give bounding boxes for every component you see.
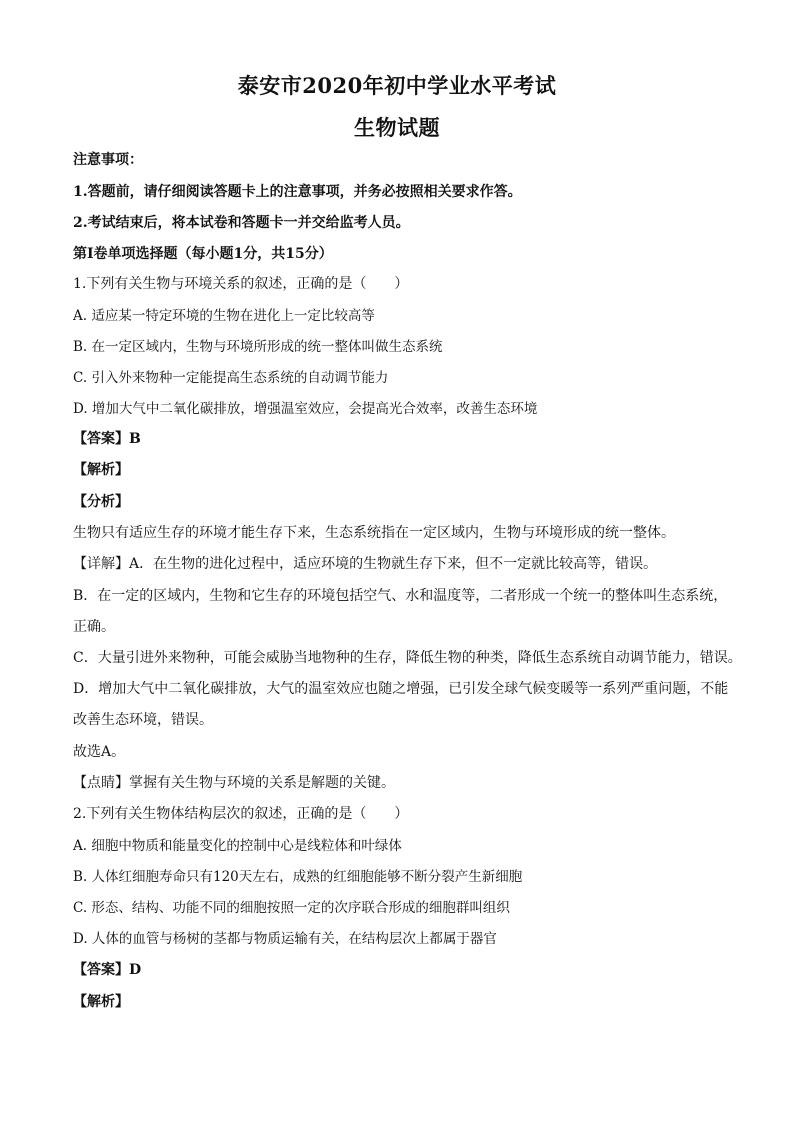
question-2-answer: 【答案】D [73,962,142,978]
question-2-stem: 2.下列有关生物体结构层次的叙述，正确的是（ ） [73,806,409,822]
section-heading: 第Ⅰ卷单项选择题（每小题1分，共15分） [73,246,333,262]
question-1-detail-b-line1: B．在一定的区域内，生物和它生存的环境包括空气、水和温度等，二者形成一个统一的整体叫生态系统， [73,588,728,604]
question-1-detail-d-line2: 改善生态环境，错误。 [73,712,213,728]
question-2-option-b: B. 人体红细胞寿命只有120天左右，成熟的红细胞能够不断分裂产生新细胞 [73,869,523,885]
question-1-option-d: D. 增加大气中二氧化碳排放，增强温室效应，会提高光合效率，改善生态环境 [73,401,538,417]
question-1-detail-c: C．大量引进外来物种，可能会威胁当地物种的生存，降低生物的种类，降低生态系统自动调节能力，错误。 [73,650,742,666]
notice-item-2: 2.考试结束后，将本试卷和答题卡一并交给监考人员。 [73,215,410,231]
question-2-option-c: C. 形态、结构、功能不同的细胞按照一定的次序联合形成的细胞群叫组织 [73,900,510,916]
question-1-fenxi-tag: 【分析】 [73,494,129,510]
exam-subtitle: 生物试题 [354,115,440,140]
notice-heading: 注意事项： [73,152,143,168]
question-1-review: 【点睛】掌握有关生物与环境的关系是解题的关键。 [73,775,395,791]
question-1-detail-a: 【详解】A．在生物的进化过程中，适应环境的生物就生存下来，但不一定就比较高等，错误。 [73,556,658,572]
question-2-option-d: D. 人体的血管与杨树的茎都与物质运输有关，在结构层次上都属于器官 [73,931,497,947]
question-1-answer: 【答案】B [73,431,141,447]
exam-title: 泰安市2020年初中学业水平考试 [237,73,557,98]
question-1-choice: 故选A。 [73,744,126,760]
question-2-analysis-tag: 【解析】 [73,994,129,1010]
question-1-stem: 1.下列有关生物与环境关系的叙述，正确的是（ ） [73,276,409,292]
question-1-detail-b-line2: 正确。 [73,619,115,635]
question-1-analysis-tag: 【解析】 [73,462,129,478]
question-2-option-a: A. 细胞中物质和能量变化的控制中心是线粒体和叶绿体 [73,838,402,854]
question-1-option-a: A. 适应某一特定环境的生物在进化上一定比较高等 [73,308,375,324]
question-1-fenxi-text: 生物只有适应生存的环境才能生存下来，生态系统指在一定区域内，生物与环境形成的统一整体。 [73,525,675,541]
question-1-detail-d-line1: D．增加大气中二氧化碳排放，大气的温室效应也随之增强，已引发全球气候变暖等一系列严重问题，不能 [73,681,729,697]
question-1-option-b: B. 在一定区域内，生物与环境所形成的统一整体叫做生态系统 [73,339,443,355]
question-1-option-c: C. 引入外来物种一定能提高生态系统的自动调节能力 [73,370,389,386]
notice-item-1: 1.答题前，请仔细阅读答题卡上的注意事项，并务必按照相关要求作答。 [73,184,522,200]
